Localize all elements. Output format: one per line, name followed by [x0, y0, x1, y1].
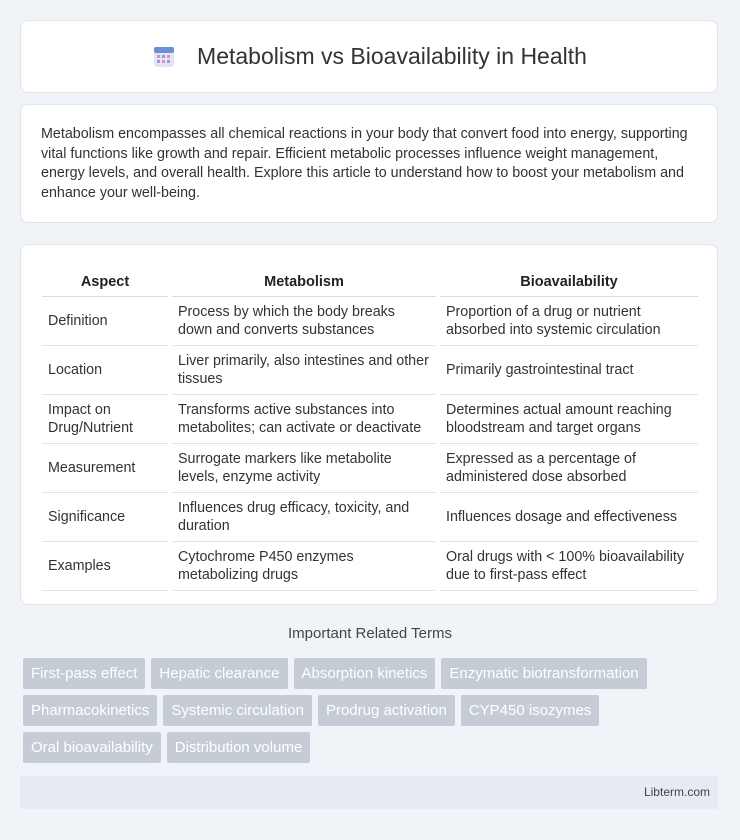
row-aspect: Definition: [42, 297, 168, 346]
related-term-tag[interactable]: Absorption kinetics: [294, 658, 436, 689]
row-aspect: Examples: [42, 542, 168, 591]
comparison-card: [20, 244, 718, 605]
footer: [20, 776, 718, 809]
related-term-tag[interactable]: Pharmacokinetics: [23, 695, 157, 726]
row-aspect: Significance: [42, 493, 168, 542]
row-metabolism: Process by which the body breaks down and converts substances: [172, 297, 436, 346]
row-metabolism: Influences drug efficacy, toxicity, and duration: [172, 493, 436, 542]
row-aspect: Measurement: [42, 444, 168, 493]
row-metabolism: Surrogate markers like metabolite levels, enzyme activity: [172, 444, 436, 493]
row-bioavailability: Determines actual amount reaching bloodstream and target organs: [440, 395, 698, 444]
related-terms-list: [23, 658, 713, 769]
row-metabolism: Transforms active substances into metabolites; can activate or deactivate: [172, 395, 436, 444]
row-bioavailability: Proportion of a drug or nutrient absorbed into systemic circulation: [440, 297, 698, 346]
intro-text: Metabolism encompasses all chemical reactions in your body that convert food into energy, supporting vital functions like growth and repair. Efficient metabolic processes influence weight management, energy levels, and overall health. Explore this article to understand how to boost your metabolism and enhance your well-being.: [41, 126, 688, 201]
row-aspect: Location: [42, 346, 168, 395]
row-metabolism: Liver primarily, also intestines and other tissues: [172, 346, 436, 395]
table-row: [42, 542, 698, 591]
table-row: [42, 395, 698, 444]
header-metabolism: Metabolism: [172, 263, 436, 297]
related-term-tag[interactable]: Enzymatic biotransformation: [441, 658, 646, 689]
related-term-tag[interactable]: Oral bioavailability: [23, 732, 161, 763]
row-metabolism: Cytochrome P450 enzymes metabolizing drugs: [172, 542, 436, 591]
table-row: [42, 297, 698, 346]
intro-card: [20, 104, 718, 223]
related-term-tag[interactable]: Systemic circulation: [163, 695, 312, 726]
related-terms-title: Important Related Terms: [288, 625, 452, 642]
header-aspect: Aspect: [42, 263, 168, 297]
page-title: Metabolism vs Bioavailability in Health: [197, 43, 587, 69]
title-card: [20, 20, 718, 93]
related-term-tag[interactable]: CYP450 isozymes: [461, 695, 600, 726]
table-header-row: [42, 263, 698, 297]
row-bioavailability: Oral drugs with < 100% bioavailability due to first-pass effect: [440, 542, 698, 591]
footer-brand-link[interactable]: Libterm.com: [643, 785, 710, 799]
row-aspect: Impact on Drug/Nutrient: [42, 395, 168, 444]
related-term-tag[interactable]: Prodrug activation: [318, 695, 455, 726]
related-term-tag[interactable]: First-pass effect: [23, 658, 145, 689]
table-row: [42, 346, 698, 395]
related-term-tag[interactable]: Distribution volume: [167, 732, 311, 763]
row-bioavailability: Influences dosage and effectiveness: [440, 493, 698, 542]
row-bioavailability: Expressed as a percentage of administered dose absorbed: [440, 444, 698, 493]
table-row: [42, 444, 698, 493]
comparison-table: [38, 263, 702, 591]
table-row: [42, 493, 698, 542]
row-bioavailability: Primarily gastrointestinal tract: [440, 346, 698, 395]
header-bioavailability: Bioavailability: [440, 263, 698, 297]
related-term-tag[interactable]: Hepatic clearance: [151, 658, 287, 689]
calendar-icon: [151, 44, 177, 70]
